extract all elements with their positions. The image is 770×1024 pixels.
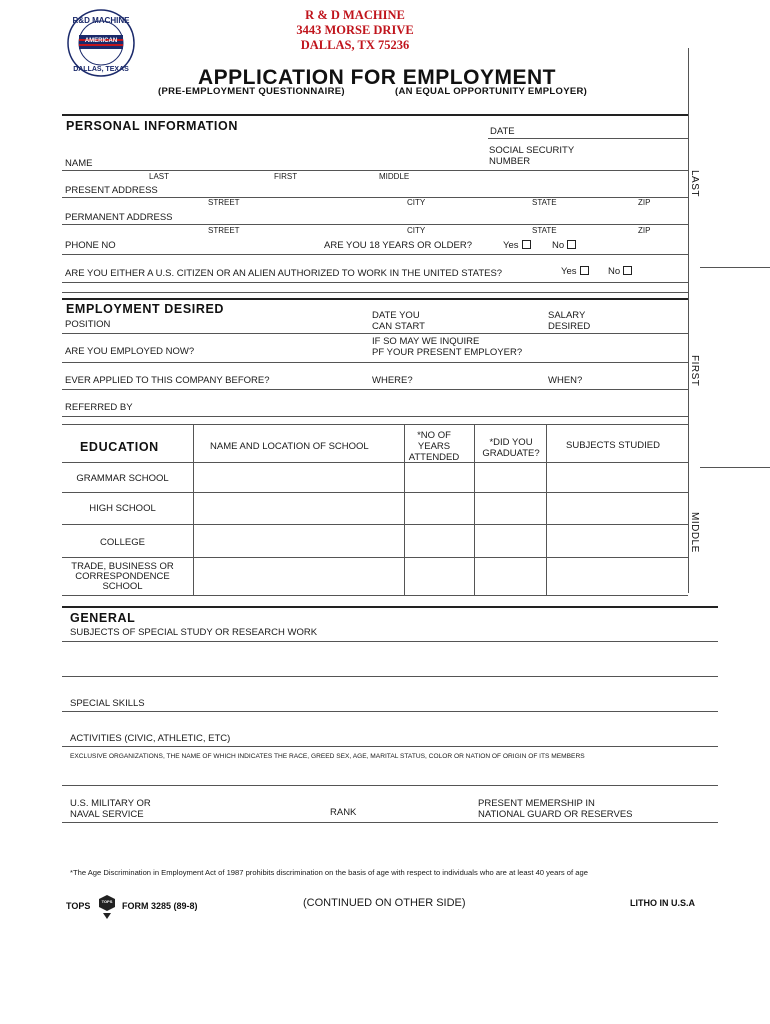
col-years-header-2: YEARS xyxy=(417,441,451,452)
military-label-2: NAVAL SERVICE xyxy=(70,809,144,820)
form-title: APPLICATION FOR EMPLOYMENT xyxy=(198,66,556,89)
side-label-last: LAST xyxy=(689,170,700,198)
present-address-label: PRESENT ADDRESS xyxy=(65,185,158,196)
where-label: WHERE? xyxy=(372,375,413,386)
age-discrimination-note: *The Age Discrimination in Employment Act of 1987 prohibits discrimination on the basis of age with respect to individuals who are at least 40 years of age xyxy=(70,868,588,877)
name-middle-label: MIDDLE xyxy=(379,172,410,181)
position-label: POSITION xyxy=(65,319,111,330)
special-skills-label: SPECIAL SKILLS xyxy=(70,698,145,709)
education-heading: EDUCATION xyxy=(80,440,159,454)
military-line xyxy=(62,822,718,823)
citizen-no-checkbox[interactable] xyxy=(623,266,632,275)
exclusive-line xyxy=(62,785,718,786)
present-street-label: STREET xyxy=(208,198,240,207)
personal-heading: PERSONAL INFORMATION xyxy=(66,119,238,133)
table-rule xyxy=(62,492,688,493)
date-label: DATE xyxy=(490,126,515,137)
form-number: FORM 3285 (89-8) xyxy=(122,901,198,911)
general-heading: GENERAL xyxy=(70,611,136,625)
company-name: R & D MACHINE xyxy=(305,8,405,22)
permanent-address-label: PERMANENT ADDRESS xyxy=(65,212,173,223)
col-school-header: NAME AND LOCATION OF SCHOOL xyxy=(210,441,369,452)
age-yes-label: Yes xyxy=(503,240,519,251)
inquire-label-1: IF SO MAY WE INQUIRE xyxy=(372,336,480,347)
ssn-label-2: NUMBER xyxy=(489,156,531,167)
margin-divider-2 xyxy=(700,467,770,468)
salary-label-2: DESIRED xyxy=(548,321,591,332)
referred-by-label: REFERRED BY xyxy=(65,402,133,413)
inquire-label-2: PF YOUR PRESENT EMPLOYER? xyxy=(372,347,523,358)
table-col-rule xyxy=(546,424,547,595)
when-label: WHEN? xyxy=(548,375,583,386)
table-rule xyxy=(62,524,688,525)
name-label: NAME xyxy=(65,158,93,169)
special-study-line xyxy=(62,641,718,642)
section-rule xyxy=(62,606,718,608)
col-years-header-3: ATTENDED xyxy=(408,452,460,463)
permanent-city-label: CITY xyxy=(407,226,426,235)
tops-logo xyxy=(97,894,117,920)
permanent-zip-label: ZIP xyxy=(638,226,651,235)
special-study-label: SUBJECTS OF SPECIAL STUDY OR RESEARCH WORK xyxy=(70,627,318,638)
table-rule xyxy=(62,557,688,558)
position-line xyxy=(62,333,688,334)
age-yes-checkbox[interactable] xyxy=(522,240,531,249)
table-rule xyxy=(62,595,688,596)
employment-heading: EMPLOYMENT DESIRED xyxy=(66,302,225,316)
present-zip-label: ZIP xyxy=(638,198,651,207)
present-city-label: CITY xyxy=(407,198,426,207)
activities-line xyxy=(62,746,718,747)
name-line xyxy=(62,170,688,171)
age-no-option[interactable] xyxy=(552,240,576,251)
section-rule xyxy=(62,292,688,293)
date-line xyxy=(488,138,688,139)
phone-line xyxy=(62,254,688,255)
col-grad-header-1: *DID YOU xyxy=(489,437,533,448)
logo-center-text: AMERICAN xyxy=(84,38,118,44)
date-start-label-1: DATE YOU xyxy=(372,310,420,321)
age-no-label: No xyxy=(552,240,565,251)
svg-text:DALLAS, TEXAS: DALLAS, TEXAS xyxy=(73,66,129,73)
table-col-rule xyxy=(474,424,475,595)
row-trade-1: TRADE, BUSINESS OR xyxy=(71,561,174,572)
tops-brand: TOPS xyxy=(66,901,91,911)
guard-label-2: NATIONAL GUARD OR RESERVES xyxy=(478,809,633,820)
rank-label: RANK xyxy=(330,807,357,818)
col-subjects-header: SUBJECTS STUDIED xyxy=(566,440,660,451)
table-col-rule xyxy=(193,424,194,595)
present-address-line xyxy=(62,197,688,198)
row-grammar-school: GRAMMAR SCHOOL xyxy=(76,473,169,484)
name-first-label: FIRST xyxy=(274,172,298,181)
form-subtitle-left: (PRE-EMPLOYMENT QUESTIONNAIRE) xyxy=(158,86,345,97)
tops-logo-text: TOPS xyxy=(101,899,113,904)
table-rule xyxy=(62,424,688,425)
citizen-question: ARE YOU EITHER A U.S. CITIZEN OR AN ALIEN AUTHORIZED TO WORK IN THE UNITED STATES? xyxy=(65,268,503,279)
applied-line xyxy=(62,389,688,390)
side-label-middle: MIDDLE xyxy=(689,512,700,553)
section-rule xyxy=(62,114,688,116)
side-label-first: FIRST xyxy=(689,355,700,387)
citizen-line xyxy=(62,282,688,283)
row-college: COLLEGE xyxy=(100,537,145,548)
age-yes-option[interactable] xyxy=(503,240,531,251)
military-label-1: U.S. MILITARY OR xyxy=(70,798,151,809)
company-city: DALLAS, TX 75236 xyxy=(300,38,410,52)
table-rule xyxy=(62,462,688,463)
company-street: 3443 MORSE DRIVE xyxy=(296,23,414,37)
permanent-address-line xyxy=(62,224,688,225)
salary-label-1: SALARY xyxy=(548,310,586,321)
litho-note: LITHO IN U.S.A xyxy=(630,898,695,908)
margin-divider-1 xyxy=(700,267,770,268)
form-subtitle-right: (AN EQUAL OPPORTUNITY EMPLOYER) xyxy=(395,86,588,97)
row-high-school: HIGH SCHOOL xyxy=(89,503,156,514)
col-years-header-1: *NO OF xyxy=(417,430,451,441)
applied-before-label: EVER APPLIED TO THIS COMPANY BEFORE? xyxy=(65,375,270,386)
company-logo xyxy=(62,8,140,78)
citizen-yes-option[interactable] xyxy=(561,266,589,277)
permanent-state-label: STATE xyxy=(532,226,557,235)
special-study-line-2 xyxy=(62,676,718,677)
employed-now-label: ARE YOU EMPLOYED NOW? xyxy=(65,346,195,357)
section-rule xyxy=(62,298,688,300)
date-start-label-2: CAN START xyxy=(372,321,425,332)
continued-note: (CONTINUED ON OTHER SIDE) xyxy=(303,897,466,909)
svg-text:R&D MACHINE: R&D MACHINE xyxy=(72,16,130,25)
age-no-checkbox[interactable] xyxy=(567,240,576,249)
citizen-no-option[interactable] xyxy=(608,266,632,277)
ssn-label-1: SOCIAL SECURITY xyxy=(489,145,575,156)
citizen-yes-label: Yes xyxy=(561,266,577,277)
exclusive-orgs-label: EXCLUSIVE ORGANIZATIONS, THE NAME OF WHICH INDICATES THE RACE, GREED SEX, AGE, MARITAL STATUS, COLOR OR NATION OF ORIGIN OF ITS MEMBERS xyxy=(70,753,585,760)
employed-line xyxy=(62,362,688,363)
name-last-label: LAST xyxy=(149,172,170,181)
permanent-street-label: STREET xyxy=(208,226,240,235)
special-skills-line xyxy=(62,711,718,712)
present-state-label: STATE xyxy=(532,198,557,207)
referred-line xyxy=(62,416,688,417)
row-trade-2: CORRESPONDENCE xyxy=(75,571,170,582)
age-question: ARE YOU 18 YEARS OR OLDER? xyxy=(324,240,473,251)
col-grad-header-2: GRADUATE? xyxy=(482,448,540,459)
citizen-no-label: No xyxy=(608,266,621,277)
phone-label: PHONE NO xyxy=(65,240,116,251)
row-trade-3: SCHOOL xyxy=(102,581,143,592)
activities-label: ACTIVITIES (CIVIC, ATHLETIC, ETC) xyxy=(70,733,231,744)
guard-label-1: PRESENT MEMERSHIP IN xyxy=(478,798,595,809)
citizen-yes-checkbox[interactable] xyxy=(580,266,589,275)
